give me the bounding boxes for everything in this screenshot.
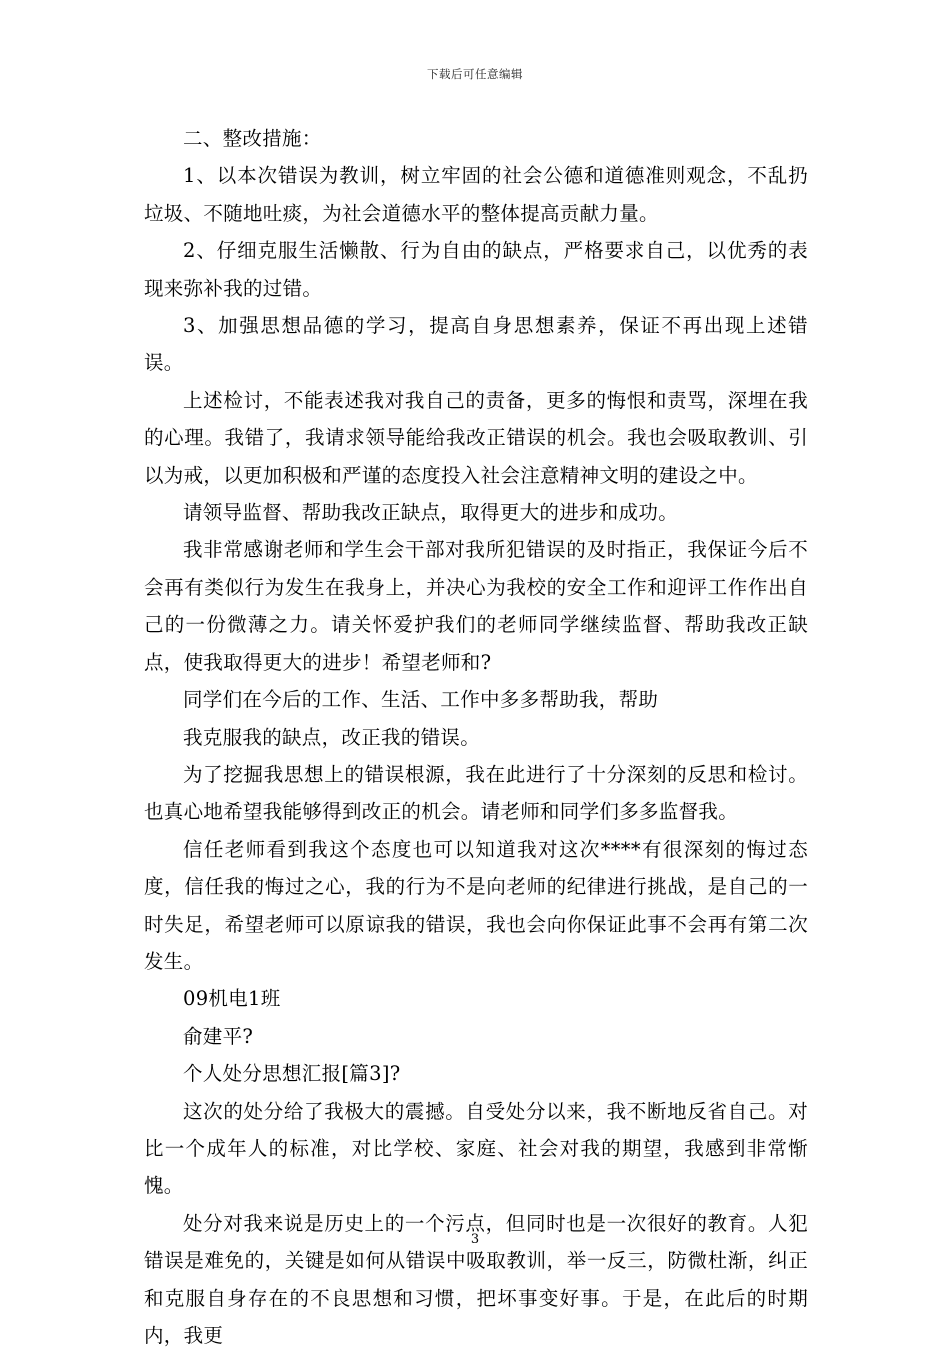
section-heading: 二、整改措施：	[183, 127, 322, 150]
section-title: 个人处分思想汇报[篇3]?	[183, 1062, 401, 1086]
paragraph: 信任老师看到我这个态度也可以知道我对这次****有很深刻的悔过态度，信任我的悔过之心，我的行为不是向老师的纪律进行挑战，是自己的一时失足，希望老师可以原谅我的错误，我也会向你保证此事不会再有第二次发生。	[144, 837, 808, 973]
paragraph: 同学们在今后的工作、生活、工作中多多帮助我，帮助	[183, 688, 659, 712]
signature-class: 09机电1班	[183, 987, 281, 1011]
paragraph: 请领导监督、帮助我改正缺点，取得更大的进步和成功。	[183, 501, 679, 525]
page-number: 3	[470, 1232, 480, 1247]
paragraph: 1、以本次错误为教训，树立牢固的社会公德和道德准则观念，不乱扔垃圾、不随地吐痰，为社会道德水平的整体提高贡献力量。	[144, 164, 808, 225]
paragraph: 3、加强思想品德的学习，提高自身思想素养，保证不再出现上述错误。	[144, 314, 808, 375]
page-header: 下载后可任意编辑	[427, 67, 523, 81]
paragraph: 处分对我来说是历史上的一个污点，但同时也是一次很好的教育。人犯错误是难免的，关键是如何从错误中吸取教训，举一反三，防微杜渐，纠正和克服自身存在的不良思想和习惯，把坏事变好事。于是，在此后的时期内，我更	[144, 1211, 808, 1347]
paragraph: 2、仔细克服生活懒散、行为自由的缺点，严格要求自己，以优秀的表现来弥补我的过错。	[144, 239, 808, 300]
paragraph: 我克服我的缺点，改正我的错误。	[183, 725, 481, 749]
paragraph: 上述检讨，不能表述我对我自己的责备，更多的悔恨和责骂，深埋在我的心理。我错了，我请求领导能给我改正错误的机会。我也会吸取教训、引以为戒，以更加积极和严谨的态度投入社会注意精神文明的建设之中。	[144, 388, 808, 487]
signature-name: 俞建平?	[183, 1024, 254, 1048]
paragraph: 为了挖掘我思想上的错误根源，我在此进行了十分深刻的反思和检讨。也真心地希望我能够得到改正的机会。请老师和同学们多多监督我。	[144, 762, 808, 824]
paragraph: 我非常感谢老师和学生会干部对我所犯错误的及时指正，我保证今后不会再有类似行为发生在我身上，并决心为我校的安全工作和迎评工作作出自己的一份微薄之力。请关怀爱护我们的老师同学继续监督、帮助我改正缺点，使我取得更大的进步！希望老师和?	[144, 538, 808, 674]
document-body	[144, 120, 808, 1354]
paragraph: 这次的处分给了我极大的震撼。自受处分以来，我不断地反省自己。对比一个成年人的标准，对比学校、家庭、社会对我的期望，我感到非常惭愧。	[144, 1099, 808, 1198]
